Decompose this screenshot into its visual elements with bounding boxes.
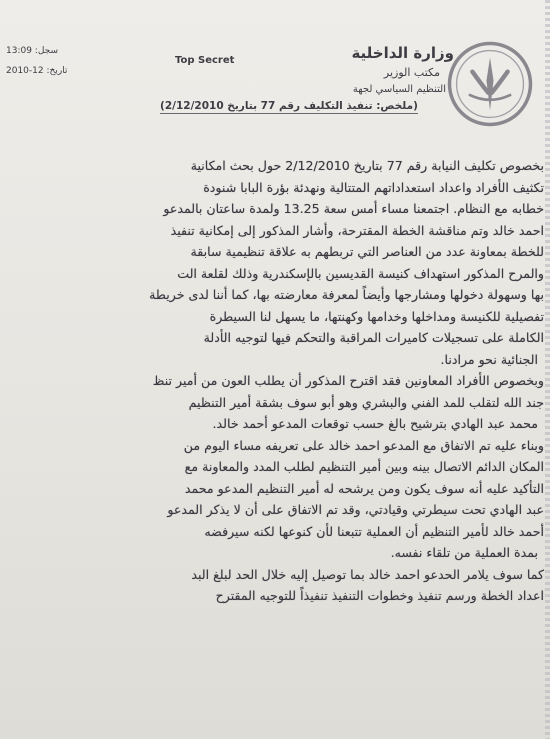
ministry-office: مكتب الوزير (383, 66, 440, 79)
subject-line: (ملخص: تنفيذ التكليف رقم 77 بتاريخ 2/12/2010) (160, 100, 418, 112)
document-body (0, 155, 544, 607)
body-line: محمد عبد الهادي بترشيح بالغ حسب توقعات المدعو أحمد خالد. (212, 416, 538, 431)
body-line: كما سوف يلامر الحدعو احمد خالد بما توصيل إليه خلال الحد لبلغ البد (191, 566, 544, 582)
ministry-seal-icon (446, 40, 534, 128)
body-line: بها وسهولة دخولها ومشارجها وأيضاً لمعرفة معارضته بها، كما أننا لدى خريطة (149, 287, 544, 302)
body-line: اعداد الخطة ورسم تنفيذ وخطوات التنفيذ تنفيذاً للتوجيه المقترح (215, 588, 544, 603)
body-line: الجنائية نحو مرادنا. (440, 351, 538, 367)
body-line: وبناء عليه تم الاتفاق مع المدعو احمد خالد على تعريفه مساء اليوم من (183, 437, 544, 453)
body-line: والمرح المذكور استهداف كنيسة القديسين بالإسكندرية وذلك لقلعة الت (177, 265, 544, 281)
body-line: للخطة بمعاونة عدد من العناصر التي تربطهم به علاقة تنظيمية سابقة (190, 244, 544, 259)
body-line: تكثيف الأفراد واعداد استعداداتهم المتتالية ونهدئة بؤرة البابا شنودة (203, 179, 544, 195)
page-edge-border (545, 0, 550, 739)
body-line: عبد الهادي تحت سيطرتي وقيادتي، وقد تم الاتفاق على أن لا يذكر المدعو (167, 502, 544, 517)
ministry-unit: التنظيم السياسي لجهة (352, 84, 446, 95)
body-line: وبخصوص الأفراد المعاونين فقد اقترح المذكور أن يطلب العون من أمير تنظ (152, 373, 544, 388)
body-line: بمدة العملية من تلقاء نفسه. (390, 545, 538, 560)
body-line: أحمد خالد لأمير التنظيم أن العملية تتبعنا لأن كنوعها لكنه سيرفضه (204, 523, 544, 539)
body-line: التأكيد عليه أنه سوف يكون ومن يرشحه له أمير التنظيم المدعو محمد (184, 480, 544, 496)
body-line: بخصوص تكليف النيابة رقم 77 بتاريخ 2/12/2010 حول بحث امكانية (190, 158, 544, 173)
body-line: المكان الدائم الاتصال بينه وبين أمير التنظيم لطلب المدد والمعاونة مع (184, 459, 544, 474)
body-line: جند الله لتقلب للمد الفني والبشري وهو أبو سوف بشقة أمير التنظيم (188, 394, 544, 410)
body-line: الكاملة على تسجيلات كاميرات المراقبة والتحكم فيها لتوجيه الأدلة (203, 330, 544, 345)
body-line: خطابه مع النظام. اجتمعنا مساء أمس سعة 13.25 ولمدة ساعتان بالمدعو (163, 201, 544, 216)
body-line: احمد خالد وتم مناقشة الخطة المقترحة، وأشار المذكور إلى إمكانية تنفيذ (170, 222, 544, 238)
document-date: تاريخ: 12-2010 (6, 66, 68, 76)
classification-label: Top Secret (175, 55, 235, 66)
ministry-title: وزارة الداخلية (351, 44, 454, 62)
body-line: تفصيلية للكنيسة ومداخلها وخدامها وكهنتها، ما يسهل لنا السيطرة (209, 308, 544, 324)
document-number: سجل: 13:09 (6, 46, 58, 56)
